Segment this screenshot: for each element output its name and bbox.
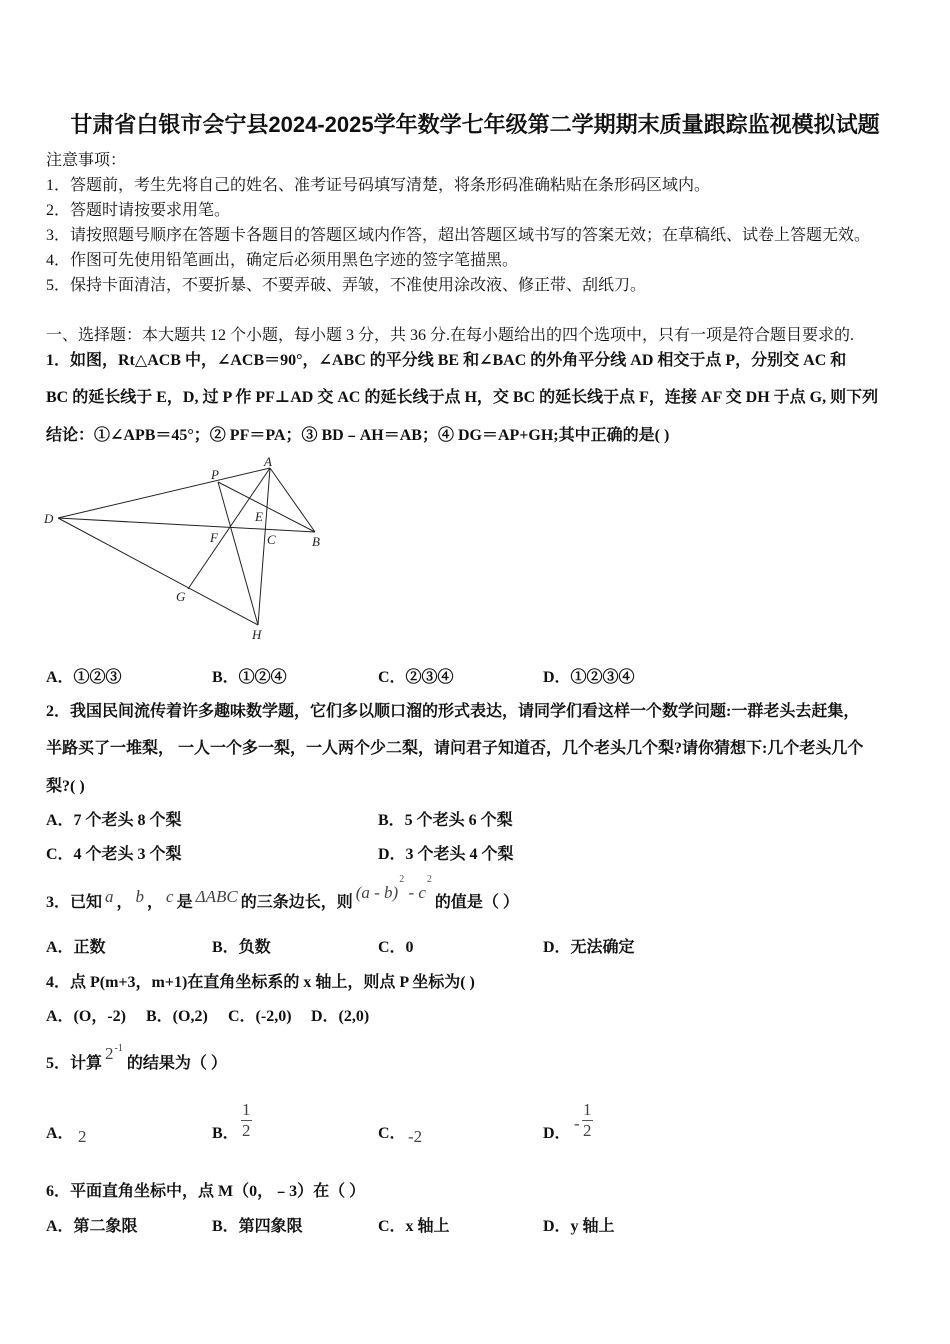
q2-option-b[interactable]: B．5 个老头 6 个梨 <box>378 812 513 829</box>
notice-item: 2．答题时请按要求用笔。 <box>46 202 231 219</box>
q5-option-d[interactable] <box>543 1100 663 1144</box>
q1-option-a[interactable]: A．①②③ <box>46 669 122 686</box>
point-label-p: P <box>211 467 219 482</box>
q1-stem-line: 结论：①∠APB＝45°；② PF＝PA；③ BD﹣AH＝AB；④ DG＝AP+GH;其中正确的是( ) <box>46 427 670 444</box>
q6-option-c[interactable]: C．x 轴上 <box>378 1218 450 1235</box>
q3-option-a[interactable]: A．正数 <box>46 939 106 956</box>
math-power-exponent: -1 <box>114 1043 123 1054</box>
segment-pb <box>218 482 315 532</box>
notice-item: 3．请按照题号顺序在答题卡各题目的答题区域内作答，超出答题区域书写的答案无效；在草稿纸、试卷上答题无效。 <box>46 227 871 244</box>
q6-stem: 6．平面直角坐标中，点 M（0，﹣3）在（ ） <box>46 1183 366 1200</box>
q5-option-c[interactable] <box>378 1124 498 1144</box>
point-label-f: F <box>210 530 218 545</box>
q5-suffix: 的结果为（ ） <box>126 1055 227 1072</box>
segment-ph <box>218 482 258 625</box>
point-label-e: E <box>255 509 263 524</box>
notice-item: 5．保持卡面清洁，不要折暴、不要弄破、弄皱，不准使用涂改液、修正带、刮纸刀。 <box>46 277 647 294</box>
option-label: A． <box>46 1125 74 1142</box>
q4-option-d[interactable]: D．(2,0) <box>311 1008 370 1025</box>
math-expr-exponent: 2 <box>426 874 432 885</box>
option-label: D． <box>543 1125 571 1142</box>
q3-suffix: 的值是（ ） <box>434 894 519 911</box>
math-expr-base: (a - b) <box>355 883 399 902</box>
q3-separator: ， <box>116 894 133 911</box>
q3-option-d[interactable]: D．无法确定 <box>543 939 635 956</box>
math-power <box>105 1044 123 1063</box>
q6-option-a[interactable]: A．第二象限 <box>46 1218 138 1235</box>
q2-stem-line: 梨?( ) <box>46 778 85 795</box>
math-var-a: a <box>105 887 114 906</box>
section-heading: 一、选择题：本大题共 12 个小题，每小题 3 分，共 36 分.在每小题给出的四个选项中，只有一项是符合题目要求的. <box>46 327 855 344</box>
q5-option-b[interactable] <box>212 1100 332 1144</box>
notice-heading: 注意事项： <box>46 152 127 169</box>
option-value: 2 <box>78 1127 87 1146</box>
q1-option-b[interactable]: B．①②④ <box>212 669 287 686</box>
math-expr-exponent: 2 <box>399 874 405 885</box>
q3-separator: ， <box>147 894 164 911</box>
q4-option-c[interactable]: C．(-2,0) <box>228 1008 292 1025</box>
math-var-b: b <box>135 887 145 906</box>
point-label-g: G <box>176 589 186 604</box>
q2-option-a[interactable]: A．7 个老头 8 个梨 <box>46 812 182 829</box>
segment-db <box>58 518 315 532</box>
q1-stem-line: 1．如图，Rt△ACB 中，∠ACB＝90°，∠ABC 的平分线 BE 和∠BAC 的外角平分线 AD 相交于点 P，分别交 AC 和 <box>46 352 847 369</box>
q4-stem: 4．点 P(m+3，m+1)在直角坐标系的 x 轴上，则点 P 坐标为( ) <box>46 974 475 991</box>
option-value: -2 <box>408 1127 423 1146</box>
fraction-denominator: 2 <box>242 1121 251 1140</box>
q1-option-d[interactable]: D．①②③④ <box>543 669 635 686</box>
q3-stem <box>46 874 519 915</box>
q4-option-b[interactable]: B．(O,2) <box>146 1008 208 1025</box>
notice-item: 4．作图可先使用铅笔画出，确定后必须用黑色字迹的签字笔描黑。 <box>46 252 519 269</box>
notice-item: 1．答题前，考生先将自己的姓名、准考证号码填写清楚，将条形码准确粘贴在条形码区域内。 <box>46 177 711 194</box>
q2-option-c[interactable]: C．4 个老头 3 个梨 <box>46 846 182 863</box>
q4-option-a[interactable]: A．(O，-2) <box>46 1008 126 1025</box>
point-label-h: H <box>252 627 262 642</box>
q1-stem-line: BC 的延长线于 E，D, 过 P 作 PF⊥AD 交 AC 的延长线于点 H，交 BC 的延长线于点 F，连接 AF 交 DH 于点 G, 则下列 <box>46 389 879 406</box>
q2-stem-line: 2．我国民间流传着许多趣味数学题，它们多以顺口溜的形式表达，请同学们看这样一个数学问题:一群老头去赶集， <box>46 703 860 720</box>
document-title: 甘肃省白银市会宁县2024-2025学年数学七年级第二学期期末质量跟踪监视模拟试题 <box>70 112 880 137</box>
q5-prefix: 5．计算 <box>46 1055 103 1072</box>
q5-stem <box>46 1043 227 1076</box>
q3-option-c[interactable]: C．0 <box>378 939 414 956</box>
fraction-numerator: 1 <box>583 1100 592 1119</box>
option-fraction <box>241 1100 252 1141</box>
option-label: C． <box>378 1125 406 1142</box>
segment-ab <box>270 468 315 532</box>
option-fraction <box>582 1100 593 1141</box>
point-label-a: A <box>264 454 272 469</box>
q3-middle-text: 的三条边长，则 <box>240 894 353 911</box>
q2-option-d[interactable]: D．3 个老头 4 个梨 <box>378 846 514 863</box>
q3-option-b[interactable]: B．负数 <box>212 939 271 956</box>
q3-prefix: 3．已知 <box>46 894 103 911</box>
q3-is-word: 是 <box>176 894 193 911</box>
q1-option-c[interactable]: C．②③④ <box>378 669 454 686</box>
q6-option-d[interactable]: D．y 轴上 <box>543 1218 615 1235</box>
q5-option-a[interactable] <box>46 1124 166 1144</box>
point-label-c: C <box>267 532 276 547</box>
math-expression <box>355 874 432 902</box>
segment-dh <box>58 518 258 625</box>
segment-da <box>58 468 270 518</box>
q1-geometry-figure <box>40 452 330 647</box>
q6-option-b[interactable]: B．第四象限 <box>212 1218 303 1235</box>
math-power-base: 2 <box>105 1044 114 1063</box>
math-expr-minus-c: - c <box>408 883 426 902</box>
math-triangle-abc: ΔABC <box>195 887 238 906</box>
fraction-denominator: 2 <box>583 1121 592 1140</box>
option-label: B． <box>212 1125 239 1142</box>
point-label-b: B <box>312 534 320 549</box>
fraction-sign: - <box>574 1114 580 1133</box>
point-label-d: D <box>44 511 54 526</box>
fraction-numerator: 1 <box>242 1100 251 1119</box>
q2-stem-line: 半路买了一堆梨， 一人一个多一梨，一人两个少二梨，请问君子知道否，几个老头几个梨?请你猜想下:几个老头几个 <box>46 740 864 757</box>
math-var-c: c <box>166 887 174 906</box>
